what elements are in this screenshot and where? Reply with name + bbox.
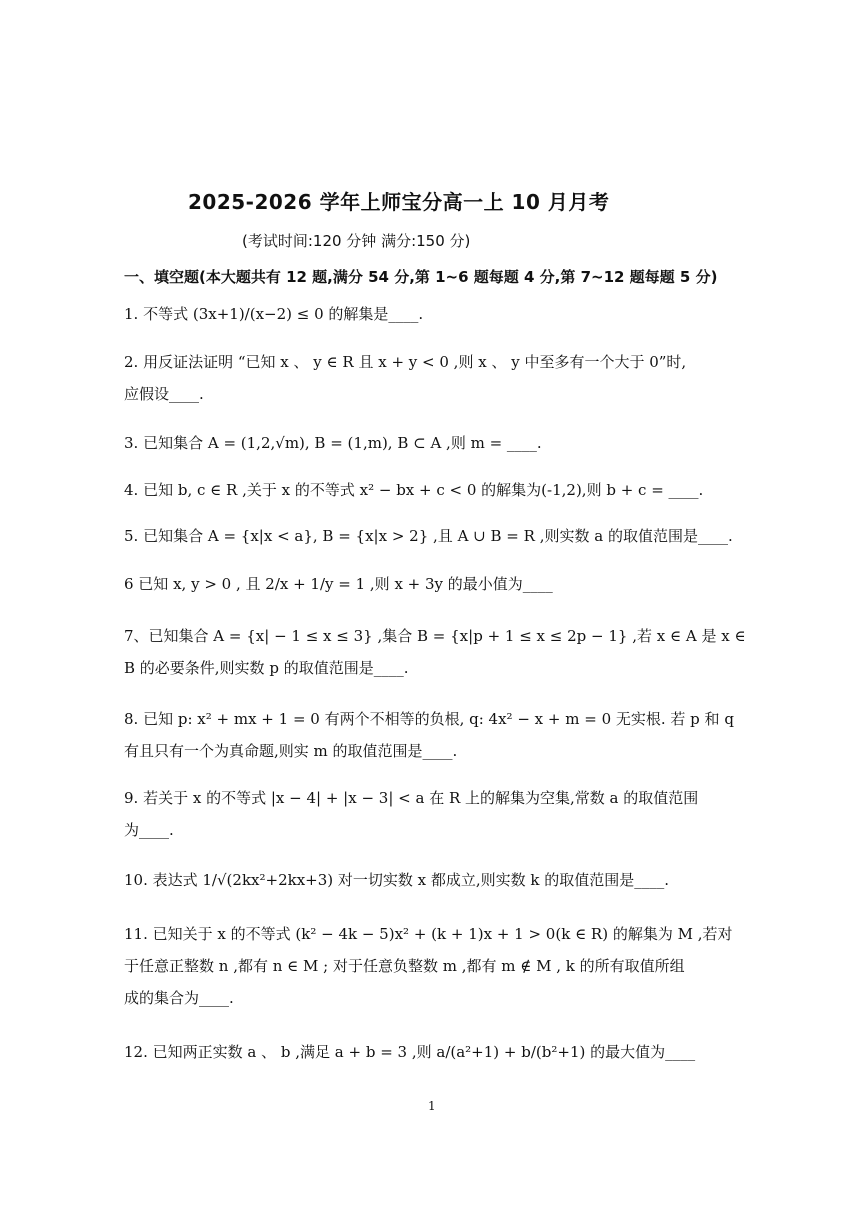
question-line: 4. 已知 b, c ∈ R ,关于 x 的不等式 x² − bx + c < 0 的解集为(-1,2),则 b + c = ____. — [124, 481, 704, 499]
question-6 — [124, 568, 749, 600]
question-8 — [124, 703, 749, 767]
question-line: 7、已知集合 A = {x| − 1 ≤ x ≤ 3} ,集合 B = {x|p + 1 ≤ x ≤ 2p − 1} ,若 x ∈ A 是 x ∈ — [124, 627, 746, 645]
question-line: B 的必要条件,则实数 p 的取值范围是____. — [124, 659, 409, 677]
question-5 — [124, 520, 749, 552]
page-number: 1 — [428, 1099, 436, 1113]
question-line: 6 已知 x, y > 0 , 且 2/x + 1/y = 1 ,则 x + 3y 的最小值为____ — [124, 575, 553, 593]
question-line: 有且只有一个为真命题,则实 m 的取值范围是____. — [124, 742, 458, 760]
question-line: 8. 已知 p: x² + mx + 1 = 0 有两个不相等的负根, q: 4x² − x + m = 0 无实根. 若 p 和 q — [124, 710, 734, 728]
question-line: 10. 表达式 1/√(2kx²+2kx+3) 对一切实数 x 都成立,则实数 k 的取值范围是____. — [124, 871, 670, 889]
question-11 — [124, 918, 749, 1014]
section-heading: 一、填空题(本大题共有 12 题,满分 54 分,第 1~6 题每题 4 分,第 7~12 题每题 5 分) — [124, 268, 718, 286]
question-10 — [124, 864, 749, 896]
question-line: 为____. — [124, 821, 174, 839]
question-12 — [124, 1036, 749, 1068]
exam-title: 2025-2026 学年上师宝分高一上 10 月月考 — [188, 190, 610, 214]
question-line: 11. 已知关于 x 的不等式 (k² − 4k − 5)x² + (k + 1)x + 1 > 0(k ∈ R) 的解集为 M ,若对 — [124, 925, 733, 943]
question-line: 1. 不等式 (3x+1)/(x−2) ≤ 0 的解集是____. — [124, 305, 424, 323]
question-3 — [124, 427, 749, 459]
question-line: 3. 已知集合 A = (1,2,√m), B = (1,m), B ⊂ A ,则 m = ____. — [124, 434, 542, 452]
question-7 — [124, 620, 749, 684]
question-2 — [124, 346, 749, 410]
exam-subtitle: (考试时间:120 分钟 满分:150 分) — [242, 232, 471, 250]
question-line: 应假设____. — [124, 385, 204, 403]
question-4 — [124, 474, 749, 506]
question-1 — [124, 298, 749, 330]
question-line: 于任意正整数 n ,都有 n ∈ M ; 对于任意负整数 m ,都有 m ∉ M , k 的所有取值所组 — [124, 957, 685, 975]
question-line: 12. 已知两正实数 a 、 b ,满足 a + b = 3 ,则 a/(a²+1) + b/(b²+1) 的最大值为____ — [124, 1043, 696, 1061]
question-line: 9. 若关于 x 的不等式 |x − 4| + |x − 3| < a 在 R 上的解集为空集,常数 a 的取值范围 — [124, 789, 699, 807]
question-line: 2. 用反证法证明 “已知 x 、 y ∈ R 且 x + y < 0 ,则 x 、 y 中至多有一个大于 0”时, — [124, 353, 687, 371]
question-line: 成的集合为____. — [124, 989, 234, 1007]
question-9 — [124, 782, 749, 846]
question-line: 5. 已知集合 A = {x|x < a}, B = {x|x > 2} ,且 A ∪ B = R ,则实数 a 的取值范围是____. — [124, 527, 733, 545]
